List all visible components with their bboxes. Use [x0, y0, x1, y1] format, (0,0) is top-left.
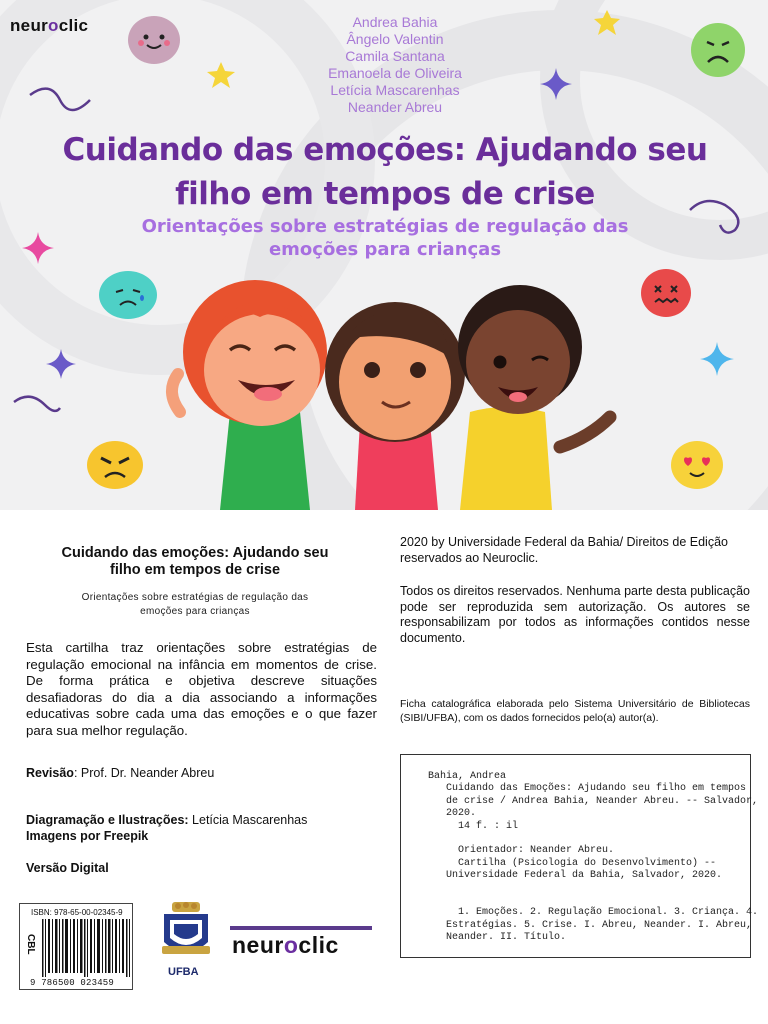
imagens-credit [26, 829, 148, 844]
neuroclic-logo-bottom [226, 926, 374, 962]
happy-face-icon [127, 15, 181, 65]
diagramacao-value: Letícia Mascarenhas [188, 813, 308, 827]
book-subtitle [55, 591, 335, 619]
author-name: Ângelo Valentin [346, 31, 444, 47]
copyright-notice: 2020 by Universidade Federal da Bahia/ Direitos de Edição reservados ao Neuroclic. [400, 535, 728, 565]
diagramacao-credit [26, 813, 307, 828]
author-name: Andrea Bahia [352, 14, 438, 30]
children-illustration [160, 262, 630, 510]
book-subtitle-line: emoções para crianças [140, 606, 250, 617]
cbl-mark: CBL [25, 934, 36, 955]
cover-subtitle-line: Orientações sobre estratégias de regulação das [141, 216, 629, 237]
sad-face-icon [690, 22, 746, 78]
diagramacao-label: Diagramação e Ilustrações: [26, 813, 189, 827]
revisao-credit [26, 766, 214, 781]
crying-face-icon [98, 270, 158, 320]
versao-digital [26, 861, 109, 876]
author-name: Emanoela de Oliveira [328, 65, 462, 81]
sparkle-icon [44, 347, 78, 381]
cover-title-line: filho em tempos de crise [175, 176, 595, 212]
neuroclic-logo: neuroclic [10, 16, 89, 35]
ufba-label: UFBA [168, 966, 199, 978]
cover-title-line: Cuidando das emoções: Ajudando seu [62, 132, 708, 168]
revisao-label: Revisão [26, 766, 74, 780]
isbn-digits: 9 786500 023459 [30, 978, 115, 988]
authors-list [270, 14, 520, 116]
cover-subtitle [100, 215, 670, 261]
neuroclic-wordmark: neuroclic [232, 932, 339, 958]
revisao-value: : Prof. Dr. Neander Abreu [73, 766, 215, 780]
versao-text: Versão Digital [26, 861, 109, 875]
book-title-line: Cuidando das emoções: Ajudando seu [61, 545, 329, 561]
imagens-text: Imagens por Freepik [26, 829, 149, 843]
star-icon [590, 8, 624, 38]
book-title-line: filho em tempos de crise [109, 562, 281, 578]
star-icon [202, 60, 240, 90]
author-name: Letícia Mascarenhas [330, 82, 460, 98]
catalog-card: Bahia, Andrea Cuidando das Emoções: Ajudando seu filho em tempos de crise / Andrea Bahia, Neander Abreu. -- Salvador, 2020. 14 f. : il Orientador: Neander Abreu. Cartilha (Psicologia do Desenvolvimento) -- Universidade Federal da Bahia, Salvador, 2020. 1. Emoções. 2. Regulação Emocional. 3. Criança. 4. Estratégias. 5. Crise. I. Abreu, Neander. I. Abreu, Neander. II. Título. [400, 754, 751, 958]
cover-panel [0, 0, 768, 510]
sparkle-icon [538, 66, 574, 102]
book-subtitle-line: Orientações sobre estratégias de regulação das [81, 592, 309, 603]
barcode-icon [42, 919, 130, 977]
dizzy-face-icon [640, 268, 692, 318]
sparkle-icon [20, 230, 56, 266]
logo-bar [230, 926, 372, 930]
sparkle-icon [698, 340, 736, 378]
rights-statement: Todos os direitos reservados. Nenhuma parte desta publicação pode ser reproduzida sem autorização. Os autores se responsabilizam por todos as informações contidos nesse documento. [400, 584, 750, 645]
heart-eyes-face-icon [670, 440, 724, 490]
book-title [40, 545, 350, 579]
cover-subtitle-line: emoções para crianças [268, 239, 502, 260]
author-name: Neander Abreu [347, 99, 443, 115]
catalog-note: Ficha catalográfica elaborada pelo Sistema Universitário de Bibliotecas (SIBI/UFBA), com os dados fornecidos pelo(a) autor(a). [400, 698, 750, 724]
angry-face-icon [86, 440, 144, 490]
isbn-number: ISBN: 978-65-00-02345-9 [31, 908, 123, 917]
isbn-barcode [19, 903, 133, 990]
author-name: Camila Santana [345, 48, 445, 64]
book-description: Esta cartilha traz orientações sobre estratégias de regulação emocional na infância em momentos de crise. De forma prática e objetiva descreve situações desafiadoras do dia a dia associando a informações educativas sobre cada uma das emoções e o que fazer para sua melhor regulação. [26, 640, 377, 738]
cover-title [40, 128, 730, 216]
